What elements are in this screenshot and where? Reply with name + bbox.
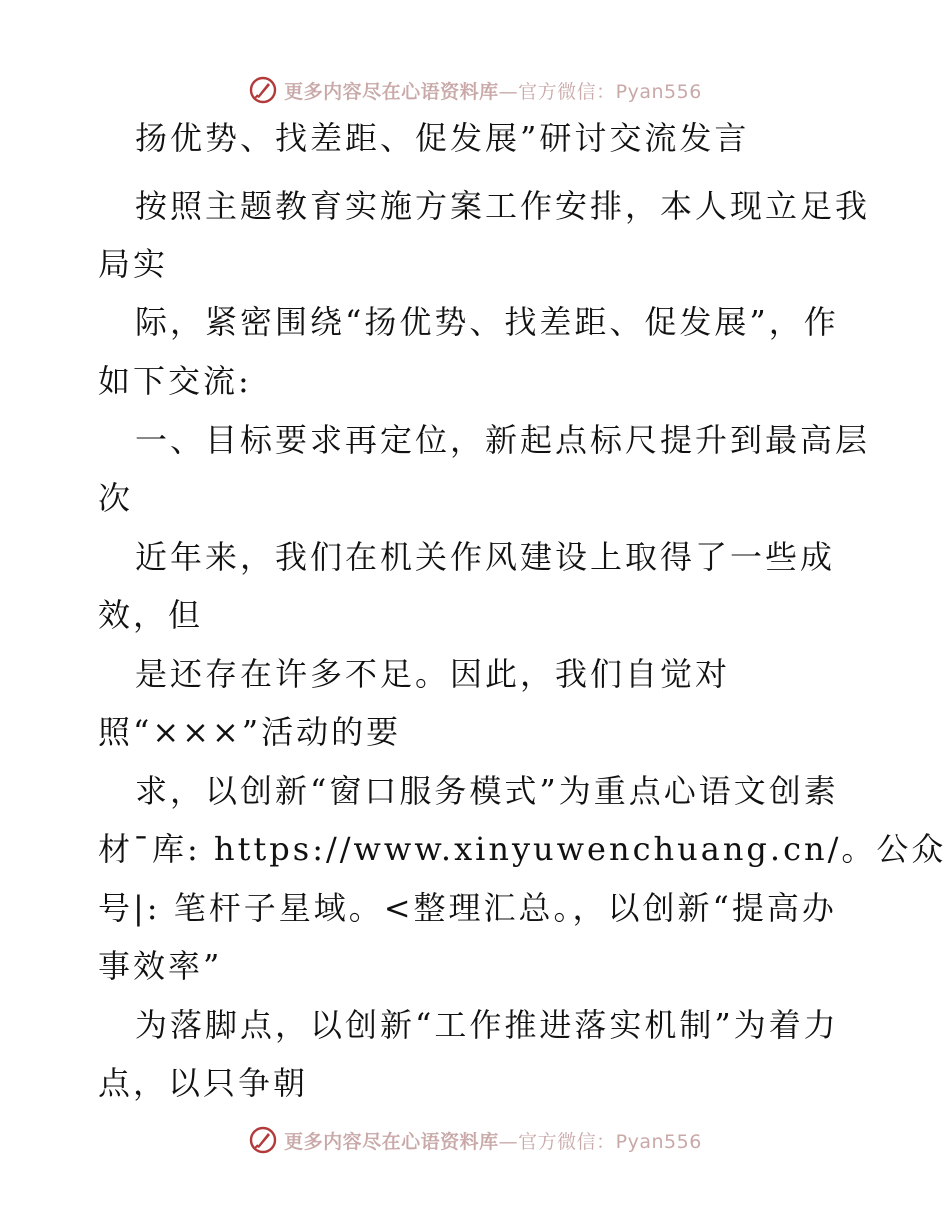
watermark-separator: —: [498, 80, 519, 103]
doc-line: 点，以只争朝: [98, 1064, 309, 1102]
doc-line: 效，但: [98, 596, 204, 634]
feather-logo-icon: [248, 1125, 278, 1155]
doc-line: 事效率”: [98, 947, 223, 985]
header-watermark: [0, 70, 950, 110]
watermark-separator: —: [498, 1130, 519, 1153]
doc-line: 近年来，我们在机关作风建设上取得了一些成: [135, 538, 836, 576]
doc-line: 照“×××”活动的要: [98, 713, 402, 751]
doc-line: 局实: [98, 245, 169, 283]
doc-line: 求，以创新“窗口服务模式”为重点心语文创素: [135, 772, 839, 810]
doc-line: 是还存在许多不足。因此，我们自觉对: [135, 655, 731, 693]
doc-line: 为落脚点，以创新“工作推进落实机制”为着力: [135, 1006, 839, 1044]
doc-line: 一、目标要求再定位，新起点标尺提升到最高层: [135, 421, 871, 459]
doc-line: 际，紧密围绕“扬优势、找差距、促发展”，作: [135, 303, 839, 341]
watermark-contact: 官方微信：Pyan556: [518, 1130, 702, 1153]
doc-line: 次: [98, 479, 134, 517]
footer-watermark: [0, 1120, 950, 1160]
feather-logo-icon: [248, 75, 278, 105]
doc-line: 如下交流:: [98, 362, 252, 400]
doc-line: 按照主题教育实施方案工作安排，本人现立足我: [135, 187, 871, 225]
doc-line: 号|: 笔杆子星域。<整理汇总。，以创新“提高办: [98, 889, 837, 927]
watermark-text: [284, 1127, 702, 1154]
doc-line: 扬优势、找差距、促发展”研讨交流发言: [135, 119, 750, 157]
doc-line: 材¯库: https://www.xinyuwenchuang.cn/。公众: [98, 830, 947, 868]
watermark-brand: 更多内容尽在心语资料库: [284, 80, 499, 103]
watermark-brand: 更多内容尽在心语资料库: [284, 1130, 499, 1153]
watermark-text: [284, 77, 702, 104]
watermark-contact: 官方微信：Pyan556: [518, 80, 702, 103]
